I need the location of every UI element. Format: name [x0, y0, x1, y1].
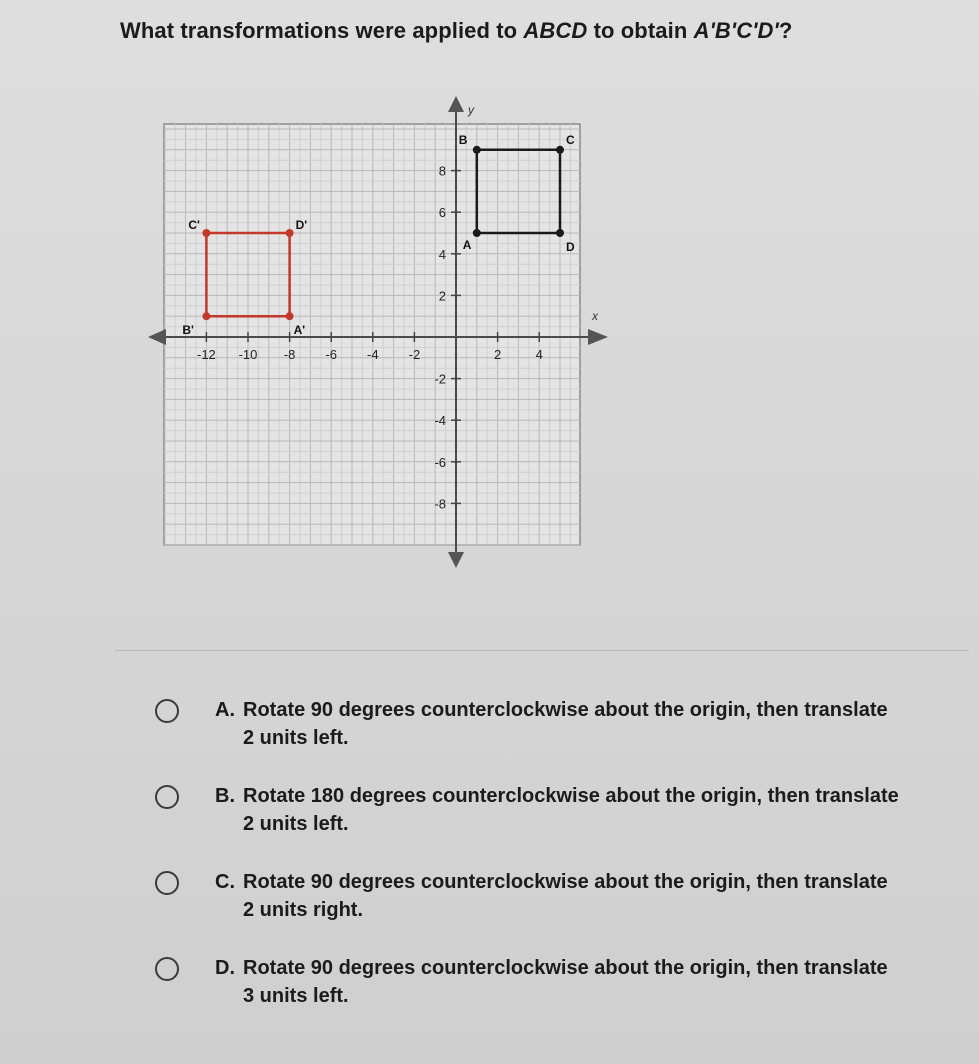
grid-background — [164, 124, 580, 545]
y-tick-label: -6 — [434, 454, 446, 470]
original-vertex-point — [556, 229, 564, 237]
choice-c-letter: C. — [215, 871, 235, 893]
x-axis-right-arrow-icon — [588, 329, 608, 345]
y-axis-down-arrow-icon — [448, 552, 464, 568]
choice-a-radio[interactable] — [155, 699, 179, 723]
choice-c[interactable] — [155, 868, 955, 924]
answer-choices — [155, 696, 955, 1040]
choice-d-radio[interactable] — [155, 957, 179, 981]
x-tick-label: -8 — [283, 347, 296, 362]
image-vertex-label: B' — [182, 323, 194, 338]
divider — [115, 650, 969, 651]
choice-a-letter: A. — [215, 699, 235, 721]
x-tick-label: -4 — [367, 347, 379, 362]
x-tick-label: -10 — [238, 347, 258, 362]
original-vertex-label: B — [458, 132, 468, 147]
original-vertex-label: A — [462, 238, 472, 252]
question-shape: ABCD — [523, 18, 588, 43]
choice-a-text: Rotate 90 degrees counterclockwise about the origin, then translate 2 units left. — [243, 699, 888, 749]
y-tick-label: -8 — [434, 496, 446, 512]
question-suffix: ? — [778, 18, 793, 43]
y-axis-up-arrow-icon — [448, 96, 464, 112]
question-middle: to obtain — [587, 18, 694, 43]
y-tick-label: 2 — [438, 288, 446, 304]
x-tick-label: 4 — [535, 347, 543, 362]
image-vertex-label: D' — [295, 218, 308, 232]
original-vertex-point — [473, 229, 481, 237]
original-vertex-label: C — [566, 132, 575, 147]
x-tick-label: -6 — [325, 347, 337, 362]
y-tick-label: -2 — [434, 371, 446, 387]
choice-c-radio[interactable] — [155, 871, 179, 895]
x-axis-left-arrow-icon — [148, 329, 166, 345]
choice-d-text: Rotate 90 degrees counterclockwise about the origin, then translate 3 units left. — [243, 957, 888, 1007]
x-tick-label: -12 — [197, 347, 216, 362]
choice-d[interactable] — [155, 954, 955, 1010]
original-vertex-point — [473, 146, 481, 154]
question-image-shape: A'B'C'D' — [693, 18, 779, 43]
choice-a[interactable] — [155, 696, 955, 752]
image-vertex-point — [286, 312, 294, 320]
y-tick-label: 6 — [438, 205, 446, 221]
choice-b-radio[interactable] — [155, 785, 179, 809]
y-axis-label: y — [468, 103, 474, 117]
choice-b-text: Rotate 180 degrees counterclockwise about the origin, then translate 2 units left. — [243, 785, 899, 835]
image-vertex-point — [286, 229, 294, 237]
x-tick-label: -2 — [408, 347, 421, 362]
image-vertex-label: A' — [293, 323, 306, 338]
original-vertex-label: D — [566, 240, 575, 254]
x-tick-label: 2 — [493, 347, 502, 362]
choice-b-letter: B. — [215, 785, 235, 807]
coordinate-graph — [140, 90, 620, 570]
choice-b[interactable] — [155, 782, 955, 838]
image-vertex-point — [202, 312, 210, 320]
image-vertex-point — [202, 229, 210, 237]
choice-d-letter: D. — [215, 957, 235, 979]
y-tick-label: 4 — [438, 246, 446, 262]
original-vertex-point — [556, 146, 564, 154]
x-axis-label: x — [592, 309, 598, 323]
choice-c-text: Rotate 90 degrees counterclockwise about the origin, then translate 2 units right. — [243, 871, 888, 921]
image-vertex-label: C' — [188, 218, 200, 232]
coordinate-plane — [140, 90, 620, 570]
y-tick-label: -4 — [434, 413, 446, 429]
question-prefix: What transformations were applied to — [120, 18, 524, 43]
question-text — [120, 18, 792, 44]
y-tick-label: 8 — [438, 163, 446, 179]
